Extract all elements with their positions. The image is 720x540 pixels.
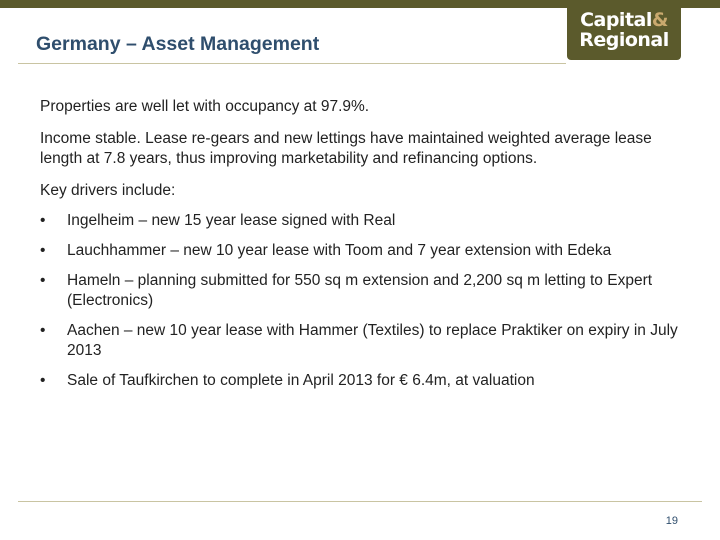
bullet-mark: •: [40, 242, 46, 259]
list-item: [40, 271, 680, 311]
title-divider: [18, 63, 566, 64]
logo-ampersand: &: [651, 9, 668, 31]
drivers-list: [40, 211, 680, 391]
list-item-text: Ingelheim – new 15 year lease signed with Real: [67, 212, 396, 229]
bullet-mark: •: [40, 322, 46, 339]
list-item: [40, 321, 680, 361]
list-item-text: Sale of Taufkirchen to complete in April 2013 for € 6.4m, at valuation: [67, 372, 535, 389]
logo-text-line2: Regional: [579, 29, 669, 51]
company-logo: [567, 0, 681, 60]
list-item-text: Lauchhammer – new 10 year lease with Toom and 7 year extension with Edeka: [67, 242, 612, 259]
bullet-mark: •: [40, 212, 46, 229]
bullet-mark: •: [40, 272, 46, 289]
list-item: [40, 371, 680, 391]
drivers-heading: Key drivers include:: [40, 182, 176, 199]
income-paragraph: Income stable. Lease re-gears and new lettings have maintained weighted average lease length at 7.8 years, thus improving marketability and refinancing options.: [40, 130, 652, 167]
list-item: [40, 241, 680, 261]
slide-title: Germany – Asset Management: [36, 33, 320, 55]
bullet-mark: •: [40, 372, 46, 389]
list-item-text: Aachen – new 10 year lease with Hammer (Textiles) to replace Praktiker on expiry in July 2013: [67, 322, 678, 359]
footer-divider: [18, 501, 702, 502]
list-item-text: Hameln – planning submitted for 550 sq m extension and 2,200 sq m letting to Expert (Electronics): [67, 272, 653, 309]
slide-body: [40, 97, 680, 401]
logo-text-line1: Capital&: [580, 9, 668, 31]
list-item: [40, 211, 680, 231]
occupancy-paragraph: Properties are well let with occupancy at 97.9%.: [40, 98, 370, 115]
page-number: 19: [665, 515, 678, 527]
